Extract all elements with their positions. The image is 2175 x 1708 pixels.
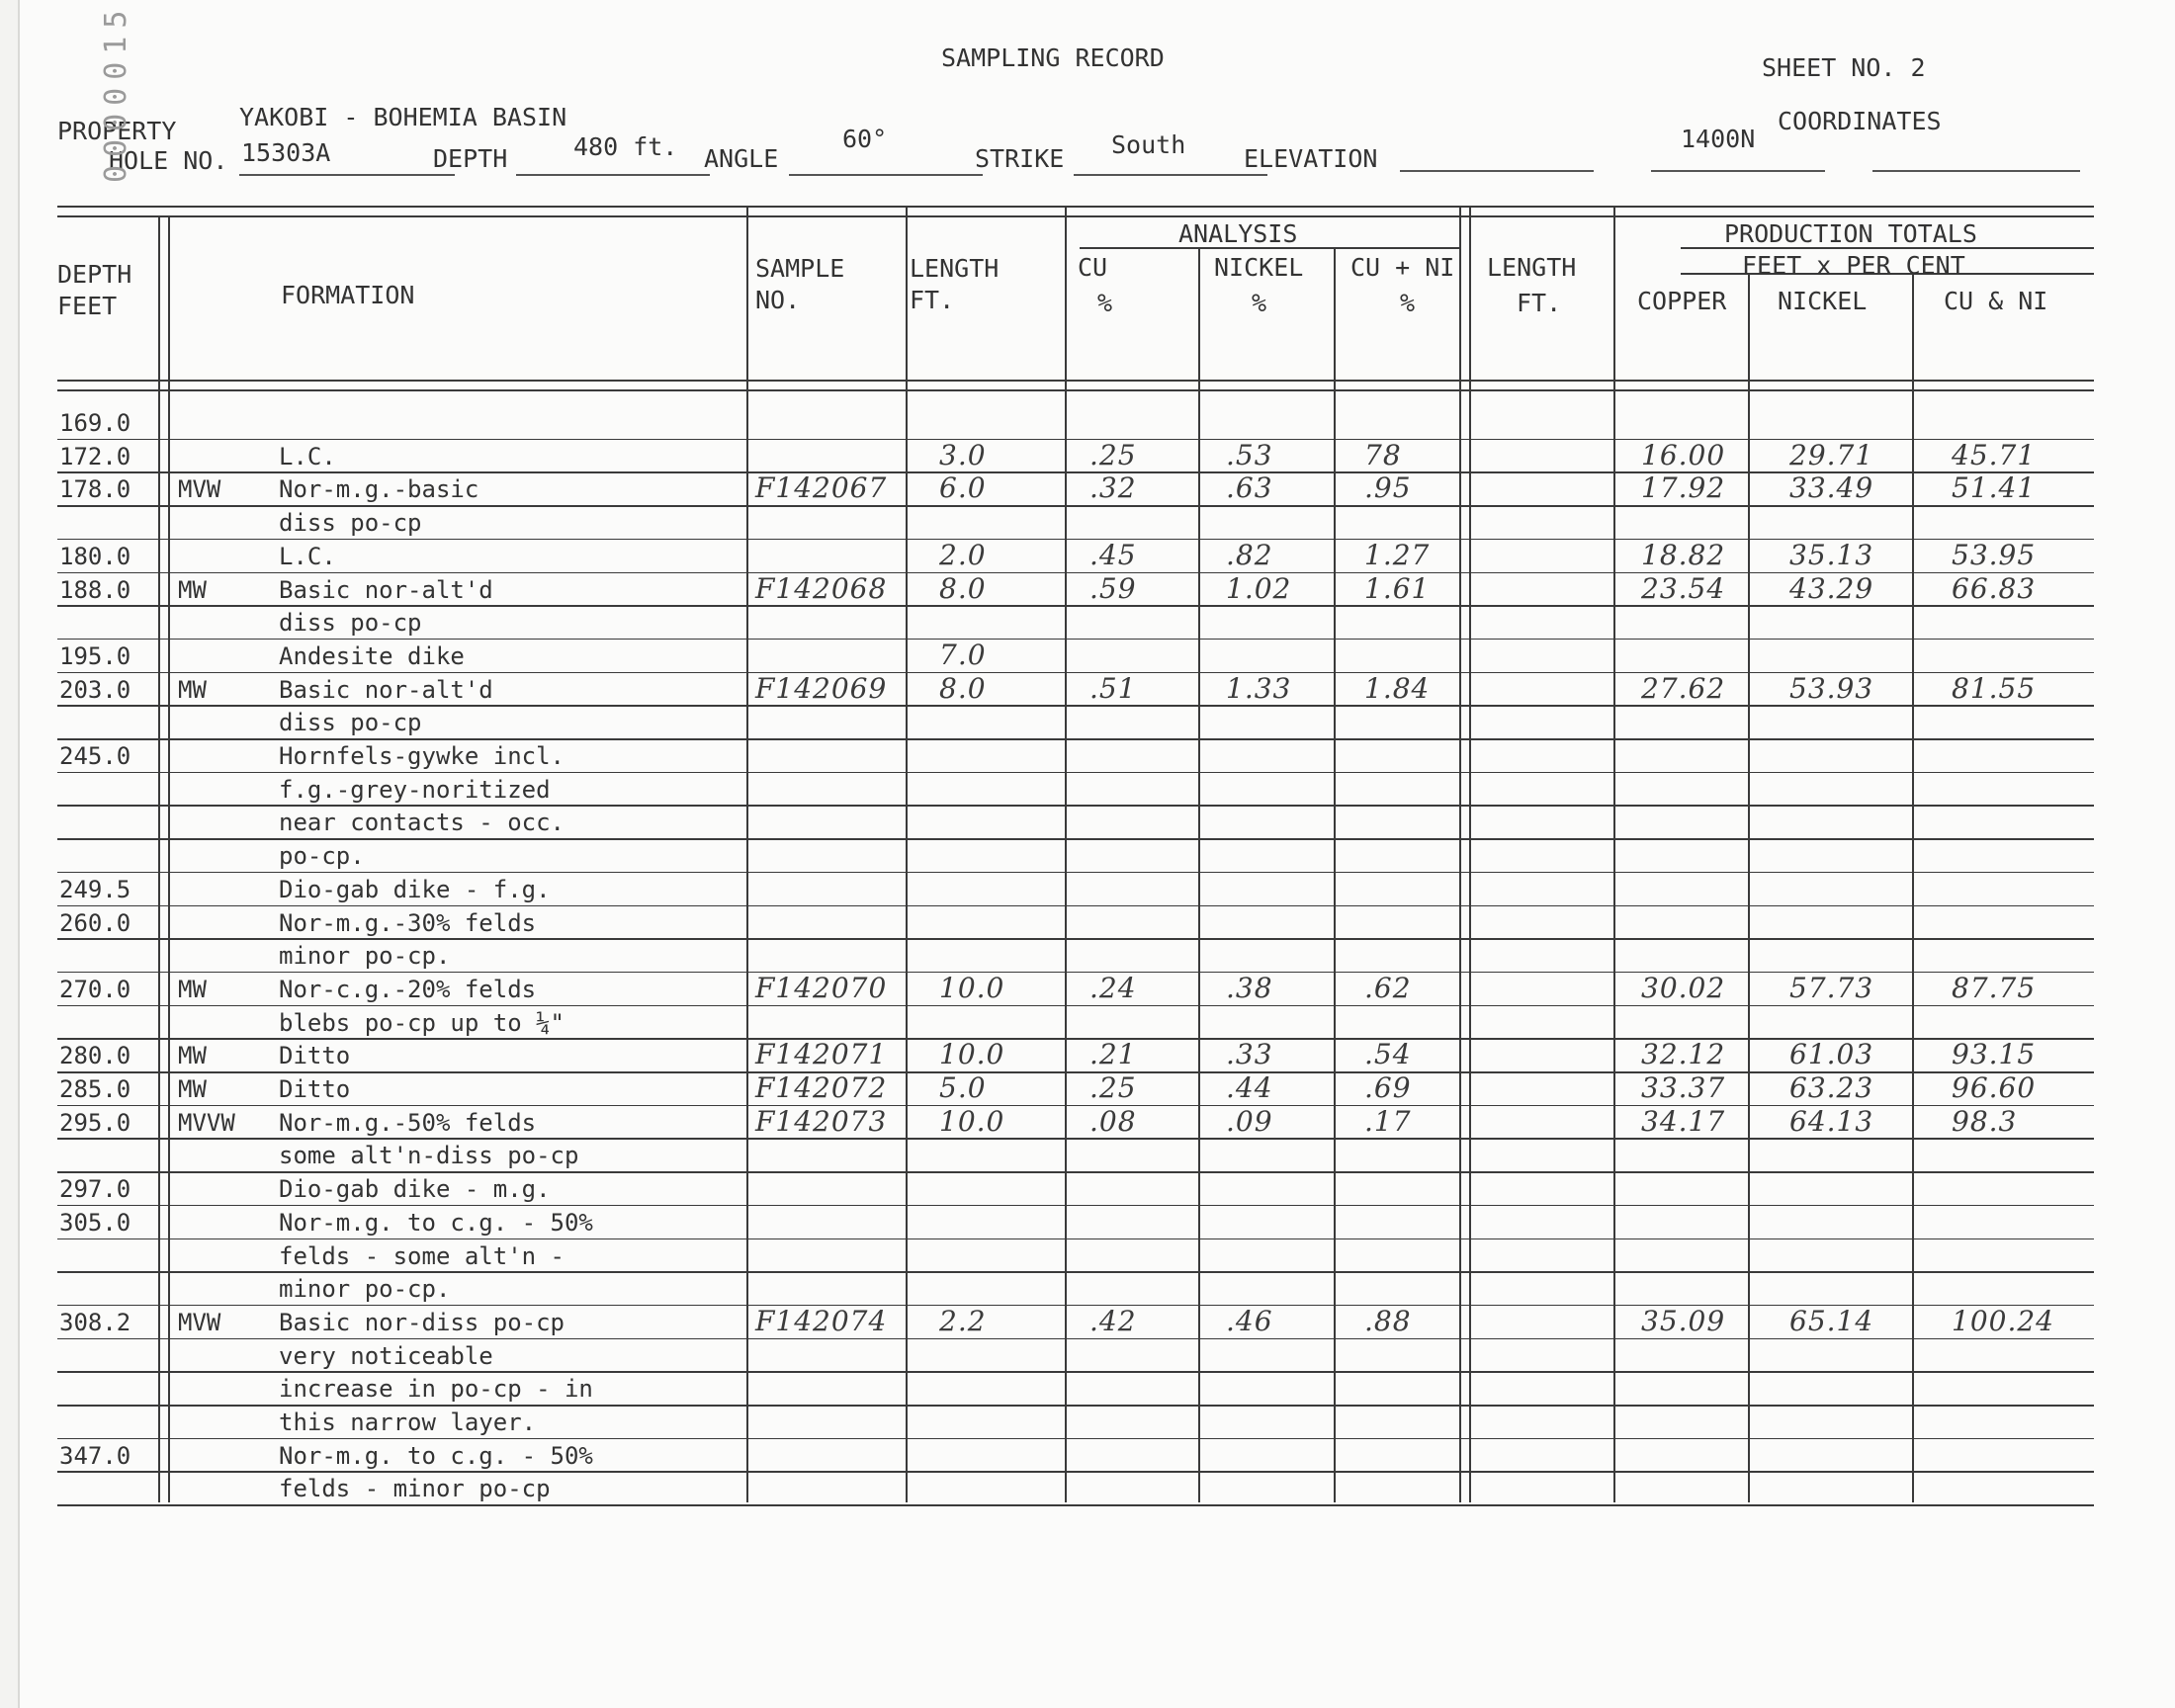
row-length: 2.0 [939,538,987,571]
row-rule [57,505,2094,507]
row-cu: .21 [1089,1038,1137,1071]
row-formation: Nor-m.g.-30% felds [279,908,537,937]
row-formation: Hornfels-gywke incl. [279,742,565,770]
row-formation: Andesite dike [279,641,465,670]
row-sample-no: F142068 [755,571,888,605]
row-rule [57,672,2094,674]
row-depth: 172.0 [59,442,131,470]
row-formation: po-cp. [279,842,365,871]
row-cu-ni: .62 [1364,971,1412,1004]
row-formation: Nor-m.g.-basic [279,475,479,504]
row-prod-cu-ni: 81.55 [1952,671,2037,705]
row-depth: 260.0 [59,908,131,937]
row-formation: increase in po-cp - in [279,1375,593,1404]
row-prod-nickel: 35.13 [1789,538,1874,571]
row-formation: Ditto [279,1075,351,1103]
row-formation: f.g.-grey-noritized [279,775,551,804]
row-rule [57,1405,2094,1407]
hole-no-value: 15303A [241,138,331,167]
row-rule [57,872,2094,874]
row-cu: .42 [1089,1304,1137,1337]
row-sample-no: F142071 [755,1038,888,1071]
row-rule [57,639,2094,640]
col-formation: FORMATION [281,281,415,309]
col-length2-unit: FT. [1517,289,1562,317]
row-formation: this narrow layer. [279,1409,537,1436]
row-nickel: .38 [1226,971,1273,1004]
row-length: 6.0 [939,471,987,505]
row-formation: blebs po-cp up to ¼" [279,1008,565,1037]
row-rule [57,1504,2094,1506]
row-prod-cu-ni: 45.71 [1952,438,2037,471]
row-prod-nickel: 57.73 [1789,971,1874,1004]
row-sample-no: F142072 [755,1071,888,1104]
row-length: 10.0 [939,971,1005,1004]
row-length: 10.0 [939,1104,1005,1138]
row-formation: diss po-cp [279,509,422,538]
row-formation: very noticeable [279,1341,493,1370]
row-nickel: .46 [1226,1304,1273,1337]
row-depth: 195.0 [59,641,131,670]
row-rule [57,1338,2094,1340]
strike-value: South [1111,130,1186,159]
row-sample-no: F142069 [755,671,888,705]
row-rule [57,938,2094,940]
row-depth: 249.5 [59,875,131,903]
sampling-record-sheet [18,0,2175,1708]
row-cu-ni: 1.84 [1364,671,1431,705]
row-prod-nickel: 64.13 [1789,1104,1874,1138]
row-rule [57,1471,2094,1473]
col-nickel2: NICKEL [1778,287,1868,315]
row-prod-nickel: 33.49 [1789,471,1874,505]
row-prod-copper: 17.92 [1641,471,1726,505]
row-depth: 270.0 [59,975,131,1003]
row-code: MW [178,1075,207,1103]
row-prod-cu-ni: 98.3 [1952,1104,2018,1138]
property-value: YAKOBI - BOHEMIA BASIN [239,103,567,131]
row-rule [57,1371,2094,1373]
row-formation: minor po-cp. [279,1275,451,1304]
row-formation: some alt'n-diss po-cp [279,1142,579,1170]
row-prod-copper: 23.54 [1641,571,1726,605]
row-prod-copper: 30.02 [1641,971,1726,1004]
row-prod-copper: 27.62 [1641,671,1726,705]
row-formation: diss po-cp [279,609,422,638]
row-cu-ni: .69 [1364,1071,1412,1104]
row-rule [57,805,2094,807]
row-rule [57,1305,2094,1307]
row-formation: Ditto [279,1042,351,1070]
row-depth: 203.0 [59,675,131,704]
row-prod-nickel: 63.23 [1789,1071,1874,1104]
col-cu-unit: % [1097,289,1113,317]
col-length2: LENGTH [1487,253,1577,282]
row-nickel: .33 [1226,1038,1273,1071]
row-rule [57,1271,2094,1273]
row-prod-cu-ni: 93.15 [1952,1038,2037,1071]
row-prod-nickel: 65.14 [1789,1304,1874,1337]
row-cu: .32 [1089,471,1137,505]
row-cu: .08 [1089,1104,1137,1138]
row-code: MW [178,675,207,704]
row-code: MVW [178,1308,221,1336]
row-prod-cu-ni: 53.95 [1952,538,2037,571]
row-formation: Nor-m.g.-50% felds [279,1108,537,1137]
row-rule [57,1005,2094,1007]
row-rule [57,1171,2094,1173]
row-cu: .24 [1089,971,1137,1004]
row-prod-cu-ni: 96.60 [1952,1071,2037,1104]
coordinates-value: 1400N [1681,125,1756,153]
sheet-number: SHEET NO. 2 [1762,53,1926,82]
row-sample-no: F142067 [755,471,888,505]
row-rule [57,1071,2094,1073]
row-formation: near contacts - occ. [279,809,565,837]
col-copper: COPPER [1637,287,1727,315]
row-cu: .59 [1089,571,1137,605]
row-depth: 180.0 [59,542,131,570]
row-sample-no: F142074 [755,1304,888,1337]
row-depth: 295.0 [59,1108,131,1137]
row-rule [57,1438,2094,1440]
row-prod-nickel: 29.71 [1789,438,1874,471]
row-depth: 305.0 [59,1208,131,1237]
row-nickel: 1.33 [1226,671,1292,705]
depth-label: DEPTH [433,144,508,173]
row-formation: Nor-m.g. to c.g. - 50% [279,1441,593,1470]
row-rule [57,1038,2094,1040]
row-rule [57,772,2094,774]
row-nickel: .53 [1226,438,1273,471]
col-nickel: NICKEL [1214,253,1304,282]
col-length-ft: LENGTH FT. [910,254,1000,314]
row-nickel: .09 [1226,1104,1273,1138]
row-nickel: .82 [1226,538,1273,571]
row-length: 8.0 [939,571,987,605]
row-prod-nickel: 43.29 [1789,571,1874,605]
row-prod-copper: 33.37 [1641,1071,1726,1104]
row-depth: 308.2 [59,1308,131,1336]
row-formation: Basic nor-alt'd [279,575,493,604]
col-sample-no: SAMPLE NO. [755,254,845,314]
document-title: SAMPLING RECORD [941,43,1165,72]
row-prod-cu-ni: 87.75 [1952,971,2037,1004]
row-rule [57,439,2094,441]
row-formation: Basic nor-diss po-cp [279,1308,565,1336]
property-label: PROPERTY [57,117,177,145]
row-prod-copper: 18.82 [1641,538,1726,571]
row-length: 5.0 [939,1071,987,1104]
col-feet-x-percent: FEET x PER CENT [1742,251,1965,280]
row-formation: diss po-cp [279,709,422,737]
row-cu: .45 [1089,538,1137,571]
row-depth: 285.0 [59,1075,131,1103]
row-rule [57,471,2094,473]
row-formation: L.C. [279,442,336,470]
row-length: 7.0 [939,638,987,671]
row-nickel: 1.02 [1226,571,1292,605]
row-formation: Dio-gab dike - f.g. [279,875,551,903]
row-formation: Basic nor-alt'd [279,675,493,704]
row-code: MW [178,575,207,604]
row-formation: Nor-c.g.-20% felds [279,975,537,1003]
row-cu-ni: 1.61 [1364,571,1431,605]
row-length: 2.2 [939,1304,987,1337]
row-cu-ni: 78 [1364,438,1402,471]
col-analysis: ANALYSIS [1178,219,1298,248]
row-nickel: .44 [1226,1071,1273,1104]
col-nickel-unit: % [1252,289,1267,317]
row-depth: 280.0 [59,1042,131,1070]
row-depth: 178.0 [59,475,131,504]
row-code: MW [178,975,207,1003]
row-formation: felds - minor po-cp [279,1475,551,1503]
row-depth: 188.0 [59,575,131,604]
col-depth-feet: DEPTH FEET [57,260,132,320]
row-code: MVVW [178,1108,235,1137]
row-rule [57,838,2094,840]
row-depth: 245.0 [59,742,131,770]
row-length: 3.0 [939,438,987,471]
row-depth: 297.0 [59,1175,131,1204]
row-rule [57,905,2094,907]
col-cu: CU [1078,253,1108,282]
row-formation: Dio-gab dike - m.g. [279,1175,551,1204]
row-cu-ni: .88 [1364,1304,1412,1337]
depth-value: 480 ft. [573,132,678,161]
row-nickel: .63 [1226,471,1273,505]
row-prod-cu-ni: 100.24 [1952,1304,2054,1337]
row-code: MVW [178,475,221,504]
col-cu-ni: CU + NI [1350,253,1455,282]
row-prod-nickel: 53.93 [1789,671,1874,705]
row-rule [57,1238,2094,1240]
row-length: 10.0 [939,1038,1005,1071]
row-formation: L.C. [279,542,336,570]
row-sample-no: F142073 [755,1104,888,1138]
document-stamp: 0000015 [99,2,133,183]
col-production-totals: PRODUCTION TOTALS [1724,219,1977,248]
row-cu-ni: .95 [1364,471,1412,505]
row-rule [57,1205,2094,1207]
row-prod-cu-ni: 51.41 [1952,471,2037,505]
col-cu-and-ni: CU & NI [1944,287,2048,315]
row-prod-copper: 32.12 [1641,1038,1726,1071]
row-prod-copper: 34.17 [1641,1104,1726,1138]
row-cu: .25 [1089,438,1137,471]
row-length: 8.0 [939,671,987,705]
row-prod-nickel: 61.03 [1789,1038,1874,1071]
angle-label: ANGLE [704,144,779,173]
row-prod-cu-ni: 66.83 [1952,571,2037,605]
row-cu: .25 [1089,1071,1137,1104]
row-prod-copper: 35.09 [1641,1304,1726,1337]
row-rule [57,972,2094,974]
angle-value: 60° [842,125,888,153]
row-rule [57,572,2094,574]
row-depth: 347.0 [59,1441,131,1470]
row-formation: Nor-m.g. to c.g. - 50% [279,1208,593,1237]
row-code: MW [178,1042,207,1070]
row-formation: minor po-cp. [279,942,451,971]
strike-label: STRIKE [975,144,1065,173]
row-rule [57,539,2094,541]
row-rule [57,705,2094,707]
row-cu-ni: .54 [1364,1038,1412,1071]
row-sample-no: F142070 [755,971,888,1004]
row-cu-ni: 1.27 [1364,538,1431,571]
row-rule [57,605,2094,607]
row-cu: .51 [1089,671,1137,705]
coordinates-label: COORDINATES [1778,107,1942,135]
row-cu-ni: .17 [1364,1104,1412,1138]
row-formation: felds - some alt'n - [279,1241,565,1270]
elevation-label: ELEVATION [1244,144,1378,173]
row-rule [57,738,2094,740]
row-depth: 169.0 [59,409,131,437]
col-cu-ni-unit: % [1400,289,1416,317]
row-prod-copper: 16.00 [1641,438,1726,471]
row-rule [57,1105,2094,1107]
row-rule [57,1138,2094,1140]
hole-no-label: HOLE NO. [109,146,228,175]
